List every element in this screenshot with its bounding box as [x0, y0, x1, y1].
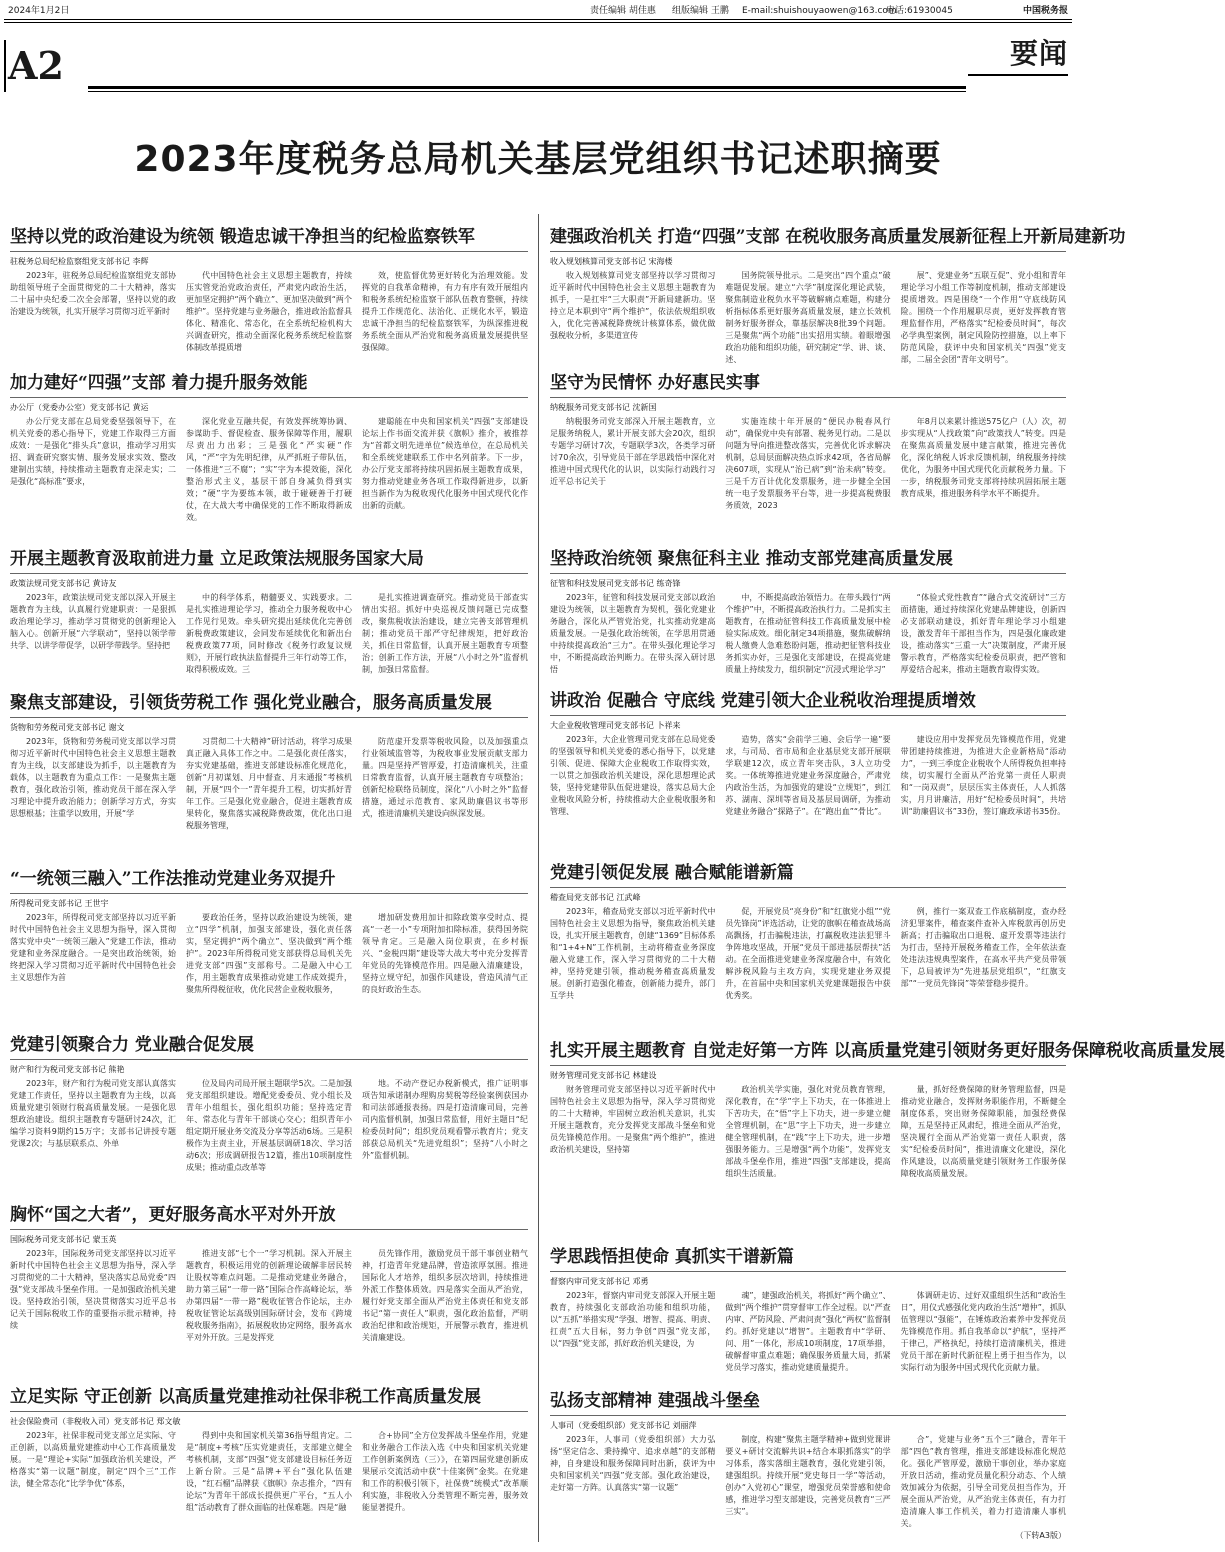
- article: [550, 1390, 1066, 1530]
- article-body-column: 量，抓好经费保障的财务管理监督，四是推动党业融合，发挥财务职能作用，不断健全制度体系，突出财务保障职能，加强经费保障，五是坚持正风肃纪，推进全面从严治党，坚决履行全面从严治党第一责任人职责，落实“纪检委员时间”，推进清廉文化建设，深化作风建设，以高质量党建引领财务工作服务保障税收高质量发展。: [900, 1085, 1066, 1178]
- article-title: 加力建好“四强”支部 着力提升服务效能: [10, 373, 308, 393]
- article-title: 党建引领聚合力 党业融合促发展: [10, 1035, 254, 1055]
- article-body-column: 2023年，督察内审司党支部深入开展主题教育，持续强化支部政治功能和组织功能，以“五抓”举措实现“学强、增智、提高、明责、扛责”五大目标，努力争创“四强”党支部，以“四强”党支部，抓好政治机关建设，为: [550, 1291, 716, 1348]
- article-body-column: 2023年，征管和科技发展司党支部以政治建设为统领，以主题教育为契机，强化党建业务融合，深化从严管党治党，扎实推动党建高质量发展。一是强化政治统领，在学思用贯通中持续提高政治“三力”。在带头强化理论学习中，不断提高政治判断力。在带头深入研讨思悟: [550, 593, 716, 674]
- article-body-column: 2023年，国际税务司党支部坚持以习近平新时代中国特色社会主义思想为指导，深入学习贯彻党的二十大精神，坚决落实总局党委“四强”党支部战斗堡垒作用。一是加强政治机关建设。坚持政治引领，坚决贯彻落实习近平总书记关于国际税收工作的重要指示批示精神，持续: [10, 1249, 176, 1330]
- article-body-column: 2023年，所得税司党支部坚持以习近平新时代中国特色社会主义思想为指导，深入贯彻落实党中央“一统领三融入”党建工作法，推动党建和业务深度融合。一是突出政治统领，始终把深入学习贯彻习近平新时代中国特色社会主义思想作为首: [10, 913, 176, 982]
- article-byline: 人事司（党委组织部）党支部书记 刘丽萍: [550, 1421, 697, 1430]
- article-body-column: 实施连续十年开展的“便民办税春风行动”，确保党中央有部署、税务见行动。二是以问题为导向推进整改落实，完善优化诉求解决机制，总局层面解决热点诉求42项，各省局解决607项，实现从“治已病”到“治未病”转变。三是千方百计优化发票服务，进一步健全全国统一电子发票服务平台等，进一步提高税费服务质效，2023: [725, 417, 891, 510]
- article-title-rule: [550, 573, 1066, 574]
- article-body: [10, 736, 528, 860]
- article-title: 坚守为民情怀 办好惠民实事: [550, 373, 760, 393]
- contact-phone: 电话:61930045: [886, 6, 953, 16]
- page-number-bar: [4, 40, 6, 92]
- article-body-column: 中，不断提高政治领悟力。在带头践行“两个维护”中，不断提高政治执行力。二是抓实主题教育，在推动征管科技工作高质量发展中检验实际成效。细化制定34项措施，聚焦破解纳税人缴费人急难愁盼问题，推动把征管科技业务抓实办好，三是强化支部建设，在提高党建质量上持续发力，组织制定“沉浸式理论学习”: [725, 593, 891, 674]
- article-title-rule: [10, 251, 528, 252]
- article-title-rule: [550, 715, 1066, 716]
- article: [550, 1246, 1066, 1382]
- article-title: 建强政治机关 打造“四强”支部 在税收服务高质量发展新征程上开新局建新功: [550, 227, 1126, 247]
- article-body-column: 位及局内司局开展主题联学5次。二是加强党支部组织建设。增配党委委员、党小组长及青年小组组长，强化组织功能；坚持选定青年、常态化与青年干部谈心交心；组织青年小组定期开展业务交流及分享等活动6场。三是积极作为主责主业，开展基层调研18次、学习活动6次；形成调研报告12篇，推出10项制度性成果；推动重点改革等: [186, 1079, 352, 1172]
- article-body-column: 防范虚开发票等税收风险，以及加强重点行业领域监管等，为税收事业发展贡献支部力量。四是坚持严管厚爱，打造清廉机关，注重日常教育监督，认真开展主题教育专项整治；创新纪检联络员制度，深化“八小时之外”监督措施，通过示范教育、家风助廉倡议书等形式，推进清廉机关建设向纵深发展。: [362, 737, 528, 818]
- article-body: [10, 592, 528, 684]
- masthead-rule-thin: [88, 91, 966, 92]
- article-body-column: 合”，党建与业务“五个三”融合，青年干部“四色”教育管理，推进支部建设标准化规范化。强化严管厚爱，激励干事创业，举办家庭开放日活动，推动党员量化积分动态、个人绩效加减分为依据，引导全司党员担当作为，开展全面从严治党，从严治党主体责任，有力打造清廉人事工作机关，着力打造清廉人事机关。: [900, 1435, 1066, 1528]
- issue-date: 2024年1月2日: [8, 6, 70, 16]
- article-body-column: 2023年，大企业管理司党支部在总局党委的坚强领导和机关党委的悉心指导下，以党建引领、促进、保障大企业税收工作取得实效，一以贯之加强政治机关建设，深化思想理论武装，坚持党建带队伍促进建设，落实总局大企业税收风险分析，持续推动大企业税收服务和管理、: [550, 735, 716, 816]
- article-body-column: 地。不动产登记办税新模式，推广证明事项告知承诺制办理购房契税等经验案例获国办和司法部通报表扬。四是打造清廉司局，完善司内监督机制，加强日常监督，用好主题日“纪检委员时间”；组织党员观看警示教育片；党支部获总局机关“先进党组织”；坚持“八小时之外”监督机制。: [362, 1079, 528, 1160]
- article-title: 坚持以党的政治建设为统领 锻造忠诚干净担当的纪检监察铁军: [10, 227, 475, 247]
- article-body-column: 收入规划核算司党支部坚持以学习贯彻习近平新时代中国特色社会主义思想主题教育为抓手，一是扛牢“三大职责”开新局建新功。坚持立足本职到守“两个维护”，依法依规组织收入，优化完善减税降费统计核算体系，做优做强税收分析，多渠道宣传: [550, 271, 716, 340]
- article-body: [10, 1078, 528, 1196]
- article-byline: 社会保险费司（非税收入司）党支部书记 郑文敏: [10, 1417, 181, 1426]
- article: [10, 692, 528, 860]
- article-title-rule: [550, 887, 1066, 888]
- chief-editor: 责任编辑 胡佳惠: [590, 6, 656, 16]
- article-body-column: 体调研走访、过好双重组织生活和“政治生日”，用仪式感强化党内政治生活“增仲”，抓队伍管理以“强能”，在锤炼政治素养中发挥党员先锋模范作用。抓自我革命以“护航”，坚持严于律己，严格执纪，持续打造清廉机关，推进党员干部在新时代新征程上勇于担当作为，以实际行动为服务中国式现代化贡献力量。: [900, 1291, 1066, 1372]
- contact-email: E-mail:shuishouyaowen@163.com: [742, 6, 897, 16]
- article-body-column: 2023年，财产和行为税司党支部认真落实党建工作责任，坚持以主题教育为主线，以高质量党建引领财行税高质量发展。一是强化思想政治建设。组织主题教育专题研讨24次，汇编学习资料9期约15万字；支部书记讲授专题党课2次；与基层联系点、外单: [10, 1079, 176, 1148]
- article-body-column: 政治机关学实施，强化对党员教育管理，深化教育，在“学”字上下功夫，在一体推进上下苦功夫，在“悟”字上下功夫，进一步建立健全管理机制，在“思”字上下功夫，进一步建立健全管理机制，在“践”字上下功夫，进一步增强服务能力。三是增强“两个功能”，发挥党支部战斗堡垒作用，推进“四强”支部建设，提高组织生活质量。: [725, 1085, 891, 1178]
- article-body: [550, 734, 1066, 854]
- article-title: 坚持政治统领 聚焦征科主业 推动支部党建高质量发展: [550, 549, 953, 569]
- article-body-column: 要政治任务，坚持以政治建设为统领，建立“四学”机制，加强支部建设，强化责任落实，坚定拥护“两个确立”、坚决做到“两个维护”。2023年所得税司党支部获得总局机关先进党支部“四强”支部称号。二是融入中心工作，用主题教育成果推动党建工作成效提升，聚焦所得税征收，优化民营企业税收服务，: [186, 913, 352, 994]
- article-body-column: 建设应用中发挥党员先锋模范作用，党建带团建持续推进，为推进大企业新格局“添动力”，一到三季度企业税收个人所得税负担率持续，切实履行全面从严治党第一责任人职责和“一岗双责”，层层压实主体责任，人人抓落实，月月讲廉洁，用好“纪检委员时间”，共培训“助廉倡议书”33份，签订廉政承诺书35份。: [900, 735, 1066, 816]
- article-body-column: 推进支部“七个一”学习机制。深入开展主题教育，积极运用党的创新理论破解非居民转让股权等难点问题。二是推动党建业务融合，助力第三届“一带一路”国际合作高峰论坛，举办第四届“一带一路”税收征管合作论坛，主办税收征管论坛高级别国际研讨会，发布《跨境税收服务指南》，拓展税收协定网络，服务高水平对外开放。三是发挥党: [186, 1249, 352, 1342]
- article-title-rule: [10, 573, 528, 574]
- article-title: 学思践悟担使命 真抓实干谱新篇: [550, 1247, 794, 1267]
- article-byline: 稽查局党支部书记 江武峰: [550, 893, 641, 902]
- article-title-rule: [550, 1065, 1066, 1066]
- page-number: A2: [8, 43, 64, 88]
- article-title: 胸怀“国之大者”，更好服务高水平对外开放: [10, 1205, 336, 1225]
- article-body-column: 2023年，社保非税司党支部立足实际、守正创新，以高质量党建推动中心工作高质量发展。一是“理论+实际”加强政治机关建设，严格落实“第一议题”制度，制定“四个三”工作法，健全常态化“比学争优”体系，: [10, 1431, 176, 1488]
- column-divider: [538, 214, 539, 1542]
- article-body: [10, 416, 528, 540]
- article-byline: 货物和劳务税司党支部书记 谢文: [10, 723, 125, 732]
- article-body-column: 促，开展党员“亮身份”和“红旗党小组”“党员先锋岗”评选活动，让党的旗帜在稽查战场高高飘扬，打击骗税违法，打赢税收违法犯罪斗争阵地攻坚战，开展“党员干部进基层帮扶”活动。在全面推进党建业务深度融合中，有效化解涉税风险与主攻方向，实现党建业务双提升，在首届中央和国家机关党建课题报告中获优秀奖。: [725, 907, 891, 1000]
- article-title: 讲政治 促融合 守底线 党建引领大企业税收治理提质增效: [550, 691, 976, 711]
- article-body-column: 魂”，建强政治机关，将抓好“两个确立”、做到“两个维护”贯穿督审工作全过程。以“严查内审、严防风险、严肃问责”强化“两权”监督制约。抓好党建以“增智”。主题教育中“学研、问、用”一体化，形成10项制度，17项举措，破解督审重点难题；确保服务质量大局，抓紧党员学习落实，推动党建质量提升。: [725, 1291, 891, 1372]
- paper-name: 中国税务报: [1022, 6, 1068, 16]
- article-body-column: 2023年，稽查局党支部以习近平新时代中国特色社会主义思想为指导，聚焦政治机关建设，扎实开展主题教育，创建“1369”目标体系和“1+4+N”工作机制，主动将稽查业务深度融入党建工作，深入学习贯彻党的二十大精神，坚持党建引领，推动税务稽查高质量发展。创新打造强化稽查，创新能力提升，部门互学共: [550, 907, 716, 1000]
- article-body-column: 代中国特色社会主义思想主题教育，持续压实管党治党政治责任，严肃党内政治生活，更加坚定拥护“两个确立”、更加坚决做到“两个维护”。坚持党建与业务融合，推进政治监督具体化、精准化、常态化，在全系统纪检机构大兴调查研究，推动全面深化税务系统纪检监察体制改革提质增: [186, 271, 352, 352]
- article-body-column: 中的科学体系，精髓要义、实践要求。二是扎实推进理论学习，推动全力服务税收中心工作见行见效。牵头研究提出延续优化完善创新税费政策建议，会同发布延续优化和新出台税费政策77项，同时修改《税务行政复议规则》，开展行政执法监督提升三年行动等工作，取得积极成效。三: [186, 593, 352, 674]
- article-byline: 所得税司党支部书记 王世宇: [10, 899, 109, 908]
- article-title-rule: [10, 397, 528, 398]
- article-byline: 国际税务司党支部书记 蒙玉英: [10, 1235, 117, 1244]
- article: [10, 226, 528, 364]
- article-body-column: 深化党业互融共促，有效发挥统筹协调、参谋助手、督促检查、服务保障等作用，履职尽责出力出彩；三是强化“严实硬”作风，“严”字为先明纪律，从严抓班子带队伍，一体推进“三不腐”；“实”字为本提效能，深化整治形式主义，基层干部自身减负得到实效；“硬”字为要练本领，敢于碰硬善于打硬仗，在大战大考中确保党的工作不断取得新成效。: [186, 417, 352, 522]
- article-body: [550, 592, 1066, 682]
- article: [550, 690, 1066, 854]
- article-body-column: 2023年，人事司（党委组织部）大力弘扬“坚定信念、秉持操守、追求卓越”的支部精神，自身建设和服务保障同时出新，获评为中央和国家机关“四强”党支部。强化政治建设，走好第一方阵。认真落实“第一议题”: [550, 1435, 716, 1492]
- masthead-rule: [88, 86, 966, 89]
- article-byline: 财务管理司党支部书记 林建设: [550, 1071, 657, 1080]
- article-title-rule: [550, 397, 1066, 398]
- article-byline: 大企业税收管理司党支部书记 卜祥来: [550, 721, 681, 730]
- article-body-column: 制度，构建“聚焦主题学精神+做到党课讲要义+研讨交流解共识+结合本职抓落实”的学习体系，落实落细主题教育，强化党建引领，建强组织。持续开展“党史每日一学”等活动，创办“入党初心”课堂，增强党员荣誉感和使命感，推进学习型支部建设，完善党员教育“三严三实”。: [725, 1435, 891, 1516]
- article-title-rule: [550, 1271, 1066, 1272]
- article: [10, 1034, 528, 1196]
- article-body-column: 员先锋作用，激励党员干部干事创业精气神，打造青年党建品牌，营造浓厚氛围。推进国际化人才培养，组织多层次培训，持续推进外派工作整体质效。四是落实全面从严治党，履行好党支部全面从严治党主体责任和党支部书记“第一责任人”职责，强化政治监督，严明政治纪律和政治规矩，开展警示教育，推进机关清廉建设。: [362, 1249, 528, 1342]
- article: [10, 372, 528, 540]
- article-title-rule: [550, 1415, 1066, 1416]
- article-body: [10, 1248, 528, 1378]
- article-body-column: 2023年，驻税务总局纪检监察组党支部协助组领导班子全面贯彻党的二十大精神，落实二十届中央纪委二次全会部署，坚持以党的政治建设为统领，扎实开展学习贯彻习近平新时: [10, 271, 176, 316]
- article-body-column: 是扎实推进调查研究。推动党员干部查实情出实招。抓好中央巡视反馈问题已完成整改，聚焦税收法治建设，建立完善支部管理机制；推动党员干部严守纪律规矩，把好政治关，抓住日常监督，认真开展主题教育专项整治；创新工作方法，开展“八小时之外”监督机制，加强日常监督。: [362, 593, 528, 674]
- article-body-column: 2023年，政策法规司党支部以深入开展主题教育为主线，认真履行党建职责：一是狠抓政治理论学习，推动学习贯彻党的创新理论入脑入心。创新开展“六学联动”，坚持以领学带共学、以讲学带促学，以研学带践学。坚持把: [10, 593, 176, 650]
- article-title-rule: [10, 1411, 528, 1412]
- article-byline: 办公厅（党委办公室）党支部书记 黄运: [10, 403, 149, 412]
- article-title: 党建引领促发展 融合赋能谱新篇: [550, 863, 794, 883]
- layout-editor: 组版编辑 王鹏: [672, 6, 729, 16]
- article-byline: 政策法规司党支部书记 黄诗友: [10, 579, 117, 588]
- article: [550, 862, 1066, 1032]
- article-body: [10, 270, 528, 364]
- article-byline: 督察内审司党支部书记 邓勇: [550, 1277, 649, 1286]
- article-title: 开展主题教育汲取前进力量 立足政策法规服务国家大局: [10, 549, 424, 569]
- article-byline: 征管和科技发展司党支部书记 练奇锋: [550, 579, 681, 588]
- article-title-rule: [10, 893, 528, 894]
- section-tag: 要闻: [1009, 37, 1068, 70]
- article-byline: 驻税务总局纪检监察组党支部书记 李辉: [10, 257, 149, 266]
- article: [10, 548, 528, 684]
- article-body: [550, 1084, 1066, 1238]
- article-title-rule: [10, 1059, 528, 1060]
- article-body-column: 国务院领导批示。二是突出“四个重点”破难题促发展。建立“六学”制度深化理论武装，聚焦制造业税负水平等破解痛点难题，构建分析指标体系更好服务高质量发展，建立长效机制务好服务群众，靠基层解决8批39个问题。三是聚焦“两个功能”出实招用实绩。着眼增强政治功能和组织功能，研究制定“学、讲、谈、述、: [725, 271, 891, 364]
- article-title-rule: [550, 251, 1066, 252]
- page-header-bar: [4, 0, 1072, 20]
- article-title: 聚焦支部建设，引领货劳税工作 强化党业融合，服务高质量发展: [10, 693, 492, 713]
- article-body-column: 习贯彻二十大精神”研讨活动，将学习成果真正融入具体工作之中。二是强化责任落实，夯实党建基础，推进支部建设标准化规范化，创新“月初谋划、月中督查、月末通报”考核机制，开展“四个一”青年提升工程，切实抓好青年工作。三是强化党业融合，促进主题教育成果转化，聚焦落实减税降费政策，优化出口退税服务管理，: [186, 737, 352, 830]
- article-body-column: 建聪能在中央和国家机关“四强”支部建设论坛上作书面交流并获《旗帜》推介，被推荐为“首都文明先进单位”候选单位，在总局机关和全系统党建联系工作中名列前茅。下一步，办公厅党支部将持续巩固拓展主题教育成果，努力推动党建业务各项工作取得新进步，以新担当新作为为税收现代化服务中国式现代化作出新的贡献。: [362, 417, 528, 510]
- article-body: [550, 270, 1066, 364]
- article: [10, 1204, 528, 1378]
- section-tag-underline: [968, 74, 1068, 76]
- article-body: [550, 416, 1066, 540]
- article-title: 扎实开展主题教育 自觉走好第一方阵 以高质量党建引领财务更好服务保障税收高质量发展: [550, 1041, 1225, 1061]
- article-body-column: 得到中央和国家机关第36指导组肯定。二是“制度+考核”压实党建责任，支部建立健全考核机制，支部“四强”党支部建设目标任务迈上新台阶。三是“品牌+平台”强化队伍建设，“红石榴”品牌获《旗帜》杂志推介，“四有论坛”为青年干部成长提供更广平台，“五人小组”活动教育了群众面临的社保难题。四是“融: [186, 1431, 352, 1512]
- article-body-column: 纳税服务司党支部深入开展主题教育，立足服务纳税人，累计开展支部大会20次，组织专题学习研讨7次，专题联学3次，各类学习研讨70余次，引导党员干部在学思践悟中深化对推进中国式现代化的认识，以实际行动践行习近平总书记关于: [550, 417, 716, 486]
- article-body-column: 例，推行一案双查工作底稿制度，查办经济犯罪案件，稽查案件查补入库税款再创历史新高；打击骗取出口退税、虚开发票等违法行为打击，坚持开展税务稽查工作，全年依法查处违法违规典型案件，在高水平共产党员带领下，总局被评为“先进基层党组织”，“红旗支部”“一党员先锋岗”等荣誉稳步提升。: [900, 907, 1066, 988]
- header-divider: [4, 22, 1072, 23]
- article-title: 弘扬支部精神 建强战斗堡垒: [550, 1391, 760, 1411]
- article-byline: 收入规划核算司党支部书记 宋海楼: [550, 257, 673, 266]
- article-body-column: 2023年，货物和劳务税司党支部以学习贯彻习近平新时代中国特色社会主义思想主题教育为主线，以支部建设为抓手，以主题教育为载体，以主题教育为重点工作：一是聚焦主题教育，强化政治引领，推动党员干部在深入学习理论中提升政治能力；创新学习方式，夯实思想根基；注重学以致用，开展“学: [10, 737, 176, 818]
- article-body: [550, 1290, 1066, 1382]
- article: [10, 1386, 528, 1536]
- article-title-rule: [10, 717, 528, 718]
- article: [550, 1040, 1225, 1238]
- article: [550, 372, 1066, 540]
- article-body: [550, 906, 1066, 1032]
- article: [550, 548, 1066, 682]
- page-headline: 2023年度税务总局机关基层党组织书记述职摘要: [134, 139, 942, 180]
- article-byline: 财产和行为税司党支部书记 熊艳: [10, 1065, 125, 1074]
- article: [10, 868, 528, 1026]
- article-body-column: 办公厅党支部在总局党委坚强领导下，在机关党委的悉心指导下，党建工作取得三方面成效：一是强化“排头兵”意识，推动学习用实招、调查研究察实情、服务发展求实效、整改建制出实绩，持续推动主题教育走深走实；二是强化“高标准”要求，: [10, 417, 176, 486]
- article-body-column: 效，使监督优势更好转化为治理效能。发挥党的自我革命精神，有力有序有效开展组内和税务系统纪检监察干部队伍教育整顿，持续提升工作规范化、法治化、正规化水平，锻造忠诚干净担当的纪检监察铁军，为纵深推进税务系统全面从严治党和税务高质量发展提供坚强保障。: [362, 271, 528, 352]
- article-body-column: 财务管理司党支部坚持以习近平新时代中国特色社会主义思想为指导，深入学习贯彻党的二十大精神，牢固树立政治机关意识，扎实开展主题教育，充分发挥党支部战斗堡垒和党员先锋模范作用。一是聚焦“两个维护”，推进政治机关建设，坚持第: [550, 1085, 716, 1154]
- article-body-column: “体验式党性教育”“融合式交流研讨”三方面措施，通过持续深化党建品牌建设，创新四必支部联动建设，抓好青年理论学习小组建设，激发青年干部担当作为，四是强化廉政建设，推动落实“三重一大”决策制度，严肃开展警示教育，严格落实纪检委员职责，把严管和厚爱结合起来，推动主题教育取得实效。: [900, 593, 1066, 674]
- article-body: [550, 1434, 1066, 1530]
- article-byline: 纳税服务司党支部书记 沈新国: [550, 403, 657, 412]
- article-body: [10, 1430, 528, 1536]
- article-body-column: 合+协同”全方位发挥战斗堡垒作用，党建和业务融合工作法入选《中央和国家机关党建工作创新案例选（三）》，在第四届党建创新成果展示交流活动中获“十佳案例”金奖。在党建和工作的积极引领下，社保费“统模式”改革顺利实施，非税收入分类管理不断完善，服务效能显著提升。: [362, 1431, 528, 1512]
- article-title-rule: [10, 1229, 528, 1230]
- article-body-column: 年8月以来累计推送575亿户（人）次，初步实现从“人找政策”向“政策找人”转变。四是在聚焦高质量发展中建言献策，推进完善优化，深化纳税人诉求反馈机制，纳税服务持续优化，为服务中国式现代化贡献税务力量。下一步，纳税服务司党支部将持续巩固拓展主题教育成果，推进服务科学水平不断提升。: [900, 417, 1066, 498]
- article-body-column: 展”、党建业务“五联互促”、党小组和青年理论学习小组工作等制度机制，推动支部建设提质增效。四是围绕“一个作用”守底线防风险。围绕一个作用履职尽责，更好发挥教育管理监督作用，严格落实“纪检委员时间”，每次必学典型案例，制定风险防控措施，以上率下防范风险，获评中央和国家机关“四强”党支部，二届全会团“青年文明号”。: [900, 271, 1066, 364]
- article-body: [10, 912, 528, 1026]
- article: [550, 226, 1126, 364]
- continued-note: （下转A3版）: [1015, 1531, 1066, 1540]
- article-body-column: 造势，落实“会前学三遍、会后学一遍”要求，与司局、省市局和企业基层党支部开展联学联建12次，成立青年突击队，3人立功受奖。一体统筹推进党建业务深度融合，严肃党内政治生活，为加强党的建设“立规矩”，到江苏、湖南、深圳等省局及基层局调研，为推动党建业务融合“探路子”。在“跑出血”“骨比”。: [725, 735, 891, 816]
- article-title: 立足实际 守正创新 以高质量党建推动社保非税工作高质量发展: [10, 1387, 481, 1407]
- article-body-column: 增加研发费用加计扣除政策享受时点、提高“一老一小”专项附加扣除标准，获得国务院领导肯定。三是融入岗位职责，在乡村振兴、“金税四期”建设等大战大考中充分发挥青年党员的先锋模范作用。四是融入清廉建设，坚持立规守纪，加强作风建设，营造风清气正的良好政治生态。: [362, 913, 528, 994]
- article-title: “一统领三融入”工作法推动党建业务双提升: [10, 869, 336, 889]
